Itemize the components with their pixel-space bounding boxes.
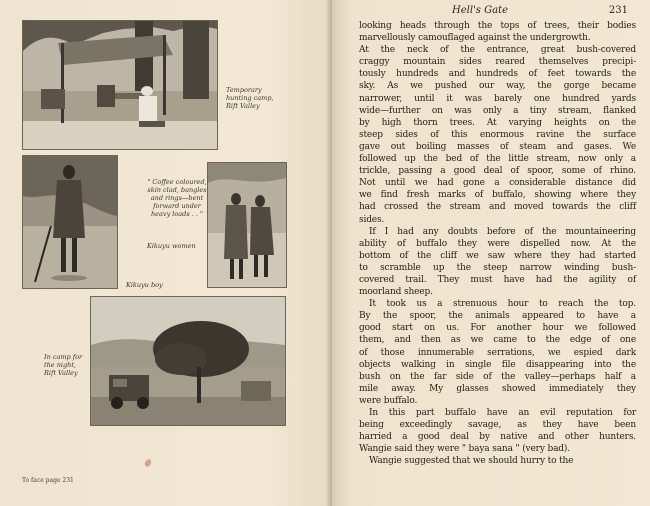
right-page-text — [332, 0, 650, 506]
text-line: were buffalo. — [359, 395, 418, 406]
text-line: narrower, until it was barely one hundred yards — [359, 93, 636, 104]
text-line: had crossed the stream and moved towards the cliff — [359, 202, 636, 213]
text-line: followed up the bed of the little stream, now only a — [359, 154, 636, 165]
text-line: wide—further on was only a tiny stream, flanked — [359, 105, 636, 116]
face-page-note: To face page 231 — [22, 477, 74, 484]
text-line: harried a good deal by native and other hunters. — [359, 432, 636, 443]
photo-kikuyu-women — [207, 162, 287, 288]
text-line: good start on us. For another hour we followed — [359, 323, 636, 334]
text-line: by high thorn trees. At varying heights on the — [359, 117, 636, 128]
caption-kikuyu-women: Kikuyu women — [147, 242, 196, 250]
running-head-title: Hell's Gate — [452, 5, 508, 16]
body-text — [359, 20, 636, 467]
text-line: mile away. My glasses showed immediately they — [359, 383, 636, 394]
text-line: At the neck of the entrance, great bush-covered — [359, 45, 636, 56]
text-line: trickle, passing a good deal of spoor, some of rhino. — [359, 166, 636, 177]
text-line: Wangie said they were " baya sana " (very bad). — [359, 444, 570, 455]
photo-hunting-camp — [22, 20, 218, 150]
text-line: Wangie suggested that we should hurry to the — [369, 456, 574, 467]
page-number: 231 — [608, 5, 628, 16]
text-line: of those innumerable serrations, we espied dark — [359, 347, 636, 358]
text-line: covered trail. They must have had the agility of — [359, 274, 636, 285]
paper-stain — [143, 458, 152, 468]
text-line: them, and then as we came to the edge of one — [359, 335, 636, 346]
text-line: to scramble up the steep narrow winding bush- — [359, 262, 636, 273]
text-line: steep sides of this enormous ravine the surface — [359, 129, 636, 140]
text-line: ability of buffalo they were dispelled now. At the — [359, 238, 636, 249]
text-line: we find fresh marks of buffalo, showing where they — [359, 190, 636, 201]
text-line: looking heads through the tops of trees, their bodies — [359, 21, 636, 31]
text-line: tously hundreds and hundreds of feet towards the — [359, 69, 636, 80]
text-line: craggy mountain sides reared themselves precipi- — [359, 57, 636, 68]
text-line: If I had any doubts before of the mountaineering — [369, 226, 636, 237]
text-line: marvellously camouflaged against the undergrowth. — [359, 33, 591, 44]
text-line: It took us a strenuous hour to reach the top. — [369, 299, 636, 310]
text-line: bush on the far side of the valley—perhaps half a — [359, 371, 636, 382]
caption-hunting-camp: Temporary hunting camp, Rift Valley — [226, 86, 274, 110]
text-line: objects walking in single file disappearing into the — [359, 359, 636, 370]
photo-night-camp — [90, 296, 286, 426]
caption-quote: " Coffee coloured, skin clad, bangles and rings—bent forward under heavy loads . . " — [147, 178, 207, 218]
text-line: By the spoor, the animals appeared to have a — [359, 311, 636, 322]
caption-night-camp: In camp for the night, Rift Valley — [44, 353, 83, 377]
text-line: In this part buffalo have an evil reputation for — [369, 408, 636, 418]
text-line: moorland sheep. — [359, 287, 433, 298]
running-head — [332, 3, 650, 19]
text-line: being exceedingly savage, as they have been — [359, 420, 636, 431]
text-line: gave out boiling masses of steam and gases. We — [359, 141, 636, 152]
text-line: Not until we had gone a considerable distance did — [359, 178, 636, 189]
caption-kikuyu-boy: Kikuyu boy — [126, 281, 163, 289]
text-line: bottom of the cliff we saw where they had started — [359, 250, 636, 261]
photo-kikuyu-boy — [22, 155, 118, 289]
text-line: sky. As we pushed our way, the gorge became — [359, 81, 636, 92]
text-line: sides. — [359, 214, 385, 225]
